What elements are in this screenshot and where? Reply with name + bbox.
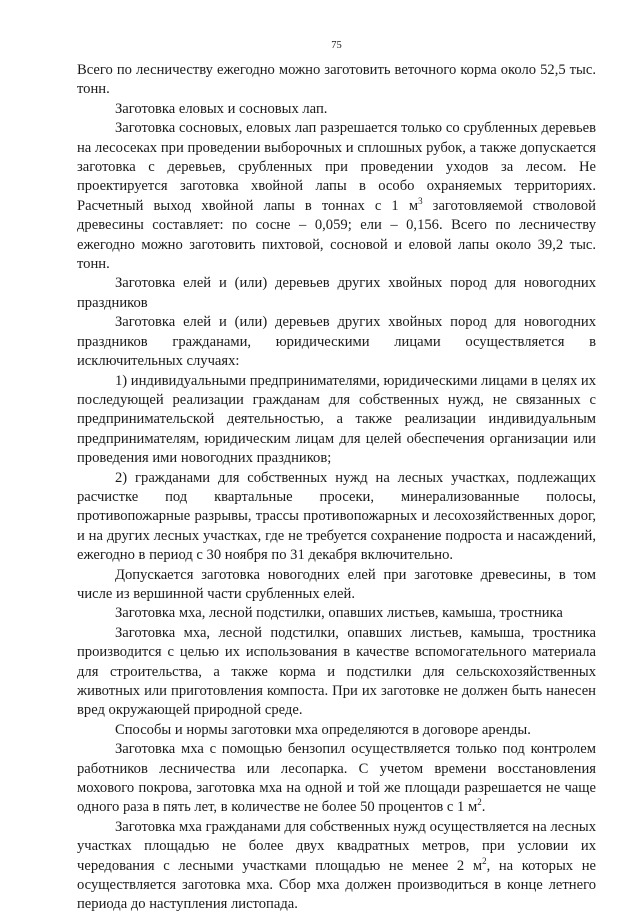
paragraph-branches-rules xyxy=(77,119,596,274)
document-page xyxy=(77,40,596,915)
heading-new-year-trees: Заготовка елей и (или) деревьев других хвойных пород для новогодних праздников xyxy=(77,275,596,311)
paragraph-branches-rules-text: Заготовка сосновых, еловых лап разрешается только со срубленных деревьев на лесосеках при проведении выборочных и сплошных рубок, а также допускается заготовка с деревьев, срубленных при проведении уходов за лесом. Не проектируется заготовка хвойной лапы в особо охраняемых территориях. Расчетный выход хвойной лапы в тоннах с 1 м xyxy=(77,120,596,214)
paragraph-top-part-trees: Допускается заготовка новогодних елей при заготовке древесины, в том числе из вершинной части срубленных елей. xyxy=(77,566,596,602)
superscript-cubic: 3 xyxy=(418,195,423,206)
list-item-entrepreneurs: 1) индивидуальными предпринимателями, юридическими лицами в целях их последующей реализации гражданам для собственных нужд, не связанных с предпринимательской деятельностью, а также реализации индивидуальным предпринимателям, юридическим лицам для целей обеспечения организации или проведения ими новогодних праздников; xyxy=(77,372,596,467)
paragraph-moss-chainsaw xyxy=(77,740,596,818)
paragraph-moss-citizens-text-after: , на которых не осуществляется заготовка мха. Сбор мха должен производиться в конце летнего периода до наступления листопада. xyxy=(77,857,596,913)
paragraph-moss-citizens-text: Заготовка мха гражданами для собственных нужд осуществляется на лесных участках площадью не более двух квадратных метров, при условии их чередования с лесными участками площадью не менее 2 м xyxy=(77,818,596,874)
paragraph-moss-citizens xyxy=(77,818,596,915)
page-number: 75 xyxy=(331,40,342,51)
paragraph-fodder-total: Всего по лесничеству ежегодно можно заготовить веточного корма около 52,5 тыс. тонн. xyxy=(77,62,596,98)
paragraph-moss-methods: Способы и нормы заготовки мха определяются в договоре аренды. xyxy=(115,721,531,738)
paragraph-new-year-trees-cases: Заготовка елей и (или) деревьев других хвойных пород для новогодних праздников гражданами, юридическими лицами осуществляется в исключительных случаях: xyxy=(77,314,596,370)
paragraph-moss-chainsaw-text-after: . xyxy=(481,799,486,816)
list-item-citizens: 2) гражданами для собственных нужд на лесных участках, подлежащих расчистке под квартальные просеки, минерализованные полосы, противопожарные разрывы, трассы противопожарных и лесохозяйственных дорог, и на других лесных участках, где не требуется сохранение подроста и насаждений, ежегодно в период с 30 ноября по 31 декабря включительно. xyxy=(77,469,596,564)
heading-moss-litter: Заготовка мха, лесной подстилки, опавших листьев, камыша, тростника xyxy=(115,605,563,622)
heading-spruce-pine-branches: Заготовка еловых и сосновых лап. xyxy=(115,100,328,117)
superscript-square-2: 2 xyxy=(482,855,487,866)
superscript-square-1: 2 xyxy=(477,797,482,808)
paragraph-moss-chainsaw-text: Заготовка мха с помощью бензопил осуществляется только под контролем работников лесничества или лесопарка. С учетом времени восстановления мохового покрова, заготовка мха на одной и той же площади разрешается не чаще одного раза в пять лет, в количестве не более 50 процентов с 1 м xyxy=(77,741,596,816)
paragraph-branches-rules-text-after: заготовляемой стволовой древесины составляет: по сосне – 0,059; ели – 0,156. Всего по лесничеству ежегодно можно заготовить пихтовой, сосновой и еловой лапы около 39,2 тыс. тонн. xyxy=(77,197,596,273)
paragraph-moss-purpose: Заготовка мха, лесной подстилки, опавших листьев, камыша, тростника производится с целью их использования в качестве вспомогательного материала для строительства, а также корма и подстилки для сельскохозяйственных животных или приготовления компоста. При их заготовке не должен быть нанесен вред окружающей природной среде. xyxy=(77,624,596,719)
